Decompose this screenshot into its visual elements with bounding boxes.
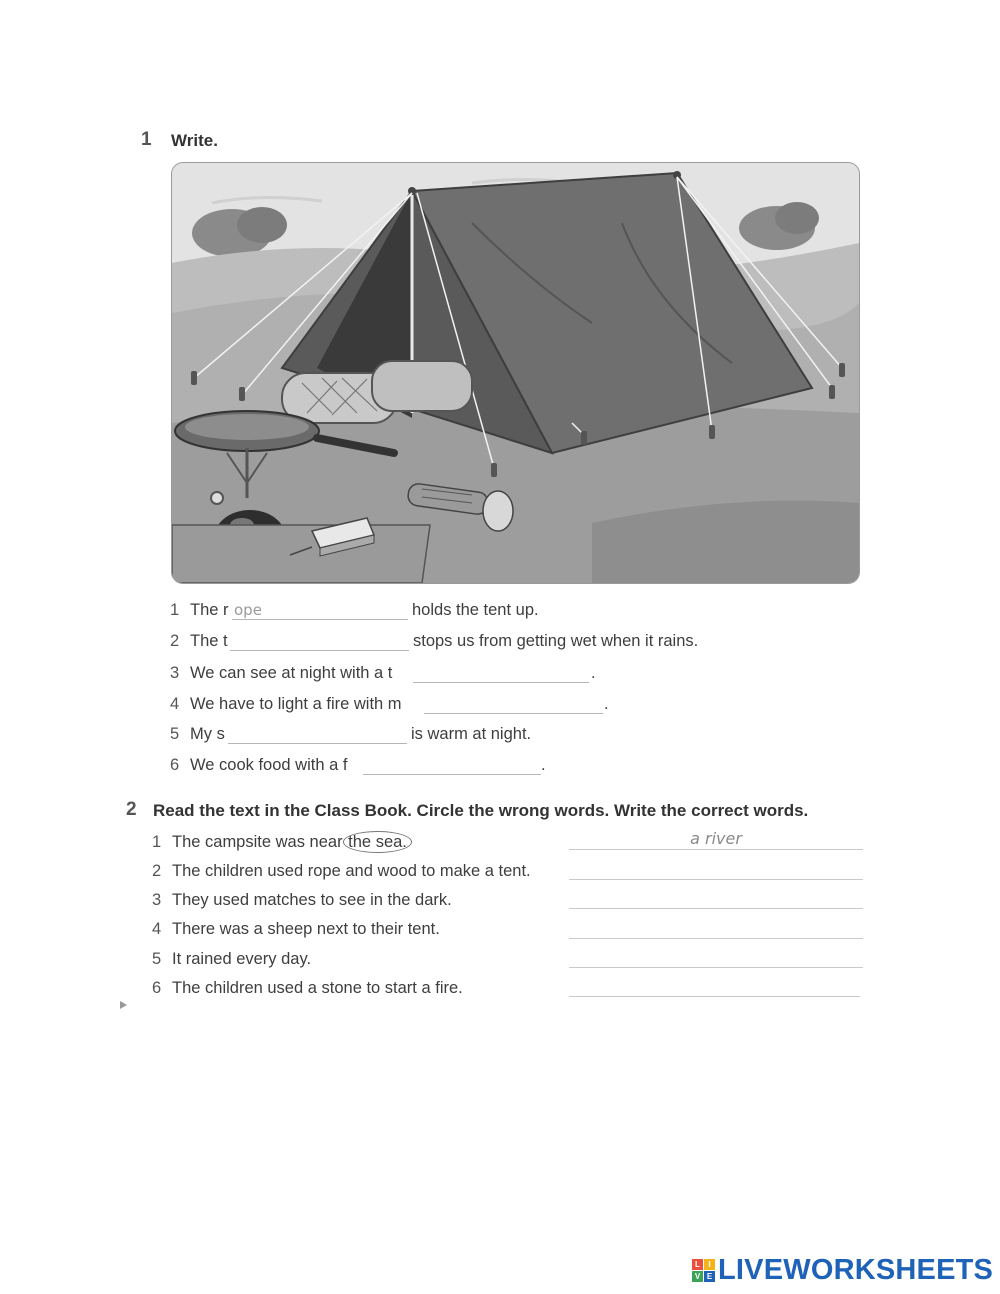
item-number: 6 bbox=[152, 979, 162, 997]
item-number: 1 bbox=[170, 601, 180, 619]
exercise-1-item bbox=[170, 692, 620, 716]
exercise-2-item bbox=[152, 976, 552, 1000]
exercise-2-item bbox=[152, 859, 562, 883]
liveworksheets-logo-icon bbox=[692, 1259, 715, 1282]
exercise-2-item bbox=[152, 917, 552, 941]
logo-letter-v: V bbox=[692, 1271, 703, 1282]
logo-letter-l: L bbox=[692, 1259, 703, 1270]
correct-word-line[interactable] bbox=[569, 946, 863, 968]
sentence-text[interactable]: They used matches to see in the dark. bbox=[172, 891, 452, 909]
logo-letter-e: E bbox=[704, 1271, 715, 1282]
sentence-start: The t bbox=[190, 632, 228, 650]
item-number: 3 bbox=[170, 664, 180, 682]
answer-blank[interactable] bbox=[232, 600, 408, 620]
answer-blank[interactable] bbox=[363, 755, 541, 775]
correct-word-line[interactable] bbox=[569, 828, 863, 850]
sentence-end: . bbox=[591, 664, 596, 682]
answer-blank[interactable] bbox=[424, 694, 603, 714]
item-number: 4 bbox=[170, 695, 180, 713]
correct-word-line[interactable] bbox=[569, 887, 863, 909]
camping-scene-illustration bbox=[171, 162, 860, 584]
answer-blank[interactable] bbox=[413, 663, 589, 683]
sentence-start: The r bbox=[190, 601, 229, 619]
corner-marker bbox=[120, 1001, 127, 1009]
sentence-text[interactable]: It rained every day. bbox=[172, 950, 312, 968]
exercise-2-number: 2 bbox=[126, 799, 137, 820]
answer-blank[interactable] bbox=[230, 631, 409, 651]
sentence-start: We can see at night with a t bbox=[190, 664, 393, 682]
item-number: 5 bbox=[152, 950, 162, 968]
sentence-end: is warm at night. bbox=[411, 725, 532, 743]
sentence-end: stops us from getting wet when it rains. bbox=[413, 632, 699, 650]
item-number: 6 bbox=[170, 756, 180, 774]
sentence-text[interactable]: The children used a stone to start a fire. bbox=[172, 979, 463, 997]
exercise-1-item bbox=[170, 598, 590, 622]
circled-wrong-words[interactable]: the sea. bbox=[343, 831, 412, 853]
sentence-start: My s bbox=[190, 725, 225, 743]
correct-word-line[interactable] bbox=[569, 975, 860, 997]
correct-word-line[interactable] bbox=[569, 917, 863, 939]
exercise-1-item bbox=[170, 629, 770, 653]
item-number: 2 bbox=[152, 862, 162, 880]
sentence-end: . bbox=[604, 695, 609, 713]
exercise-2-item bbox=[152, 888, 552, 912]
exercise-2-item bbox=[152, 830, 552, 854]
sentence-start: We cook food with a f bbox=[190, 756, 348, 774]
exercise-1-title: Write. bbox=[171, 131, 218, 150]
exercise-1-item bbox=[170, 722, 570, 746]
answer-blank[interactable] bbox=[228, 724, 407, 744]
item-number: 1 bbox=[152, 833, 162, 851]
item-number: 5 bbox=[170, 725, 180, 743]
liveworksheets-logo[interactable] bbox=[692, 1253, 993, 1287]
exercise-1-item bbox=[170, 753, 570, 777]
item-number: 3 bbox=[152, 891, 162, 909]
logo-text: LIVEWORKSHEETS bbox=[718, 1253, 994, 1286]
sentence-text[interactable]: There was a sheep next to their tent. bbox=[172, 920, 440, 938]
item-number: 4 bbox=[152, 920, 162, 938]
exercise-2-item bbox=[152, 947, 552, 971]
correct-word-line[interactable] bbox=[569, 858, 863, 880]
sentence-start: We have to light a fire with m bbox=[190, 695, 402, 713]
item-number: 2 bbox=[170, 632, 180, 650]
sentence-end: . bbox=[541, 756, 546, 774]
sentence-text bbox=[172, 830, 412, 854]
sentence-end: holds the tent up. bbox=[412, 601, 539, 619]
sentence-text[interactable]: The children used rope and wood to make a tent. bbox=[172, 862, 531, 880]
logo-letter-i: I bbox=[704, 1259, 715, 1270]
sentence-start: The campsite was near bbox=[172, 833, 343, 851]
exercise-1-item bbox=[170, 661, 610, 685]
exercise-1-number: 1 bbox=[141, 129, 152, 150]
exercise-2-title: Read the text in the Class Book. Circle the wrong words. Write the correct words. bbox=[153, 801, 809, 820]
